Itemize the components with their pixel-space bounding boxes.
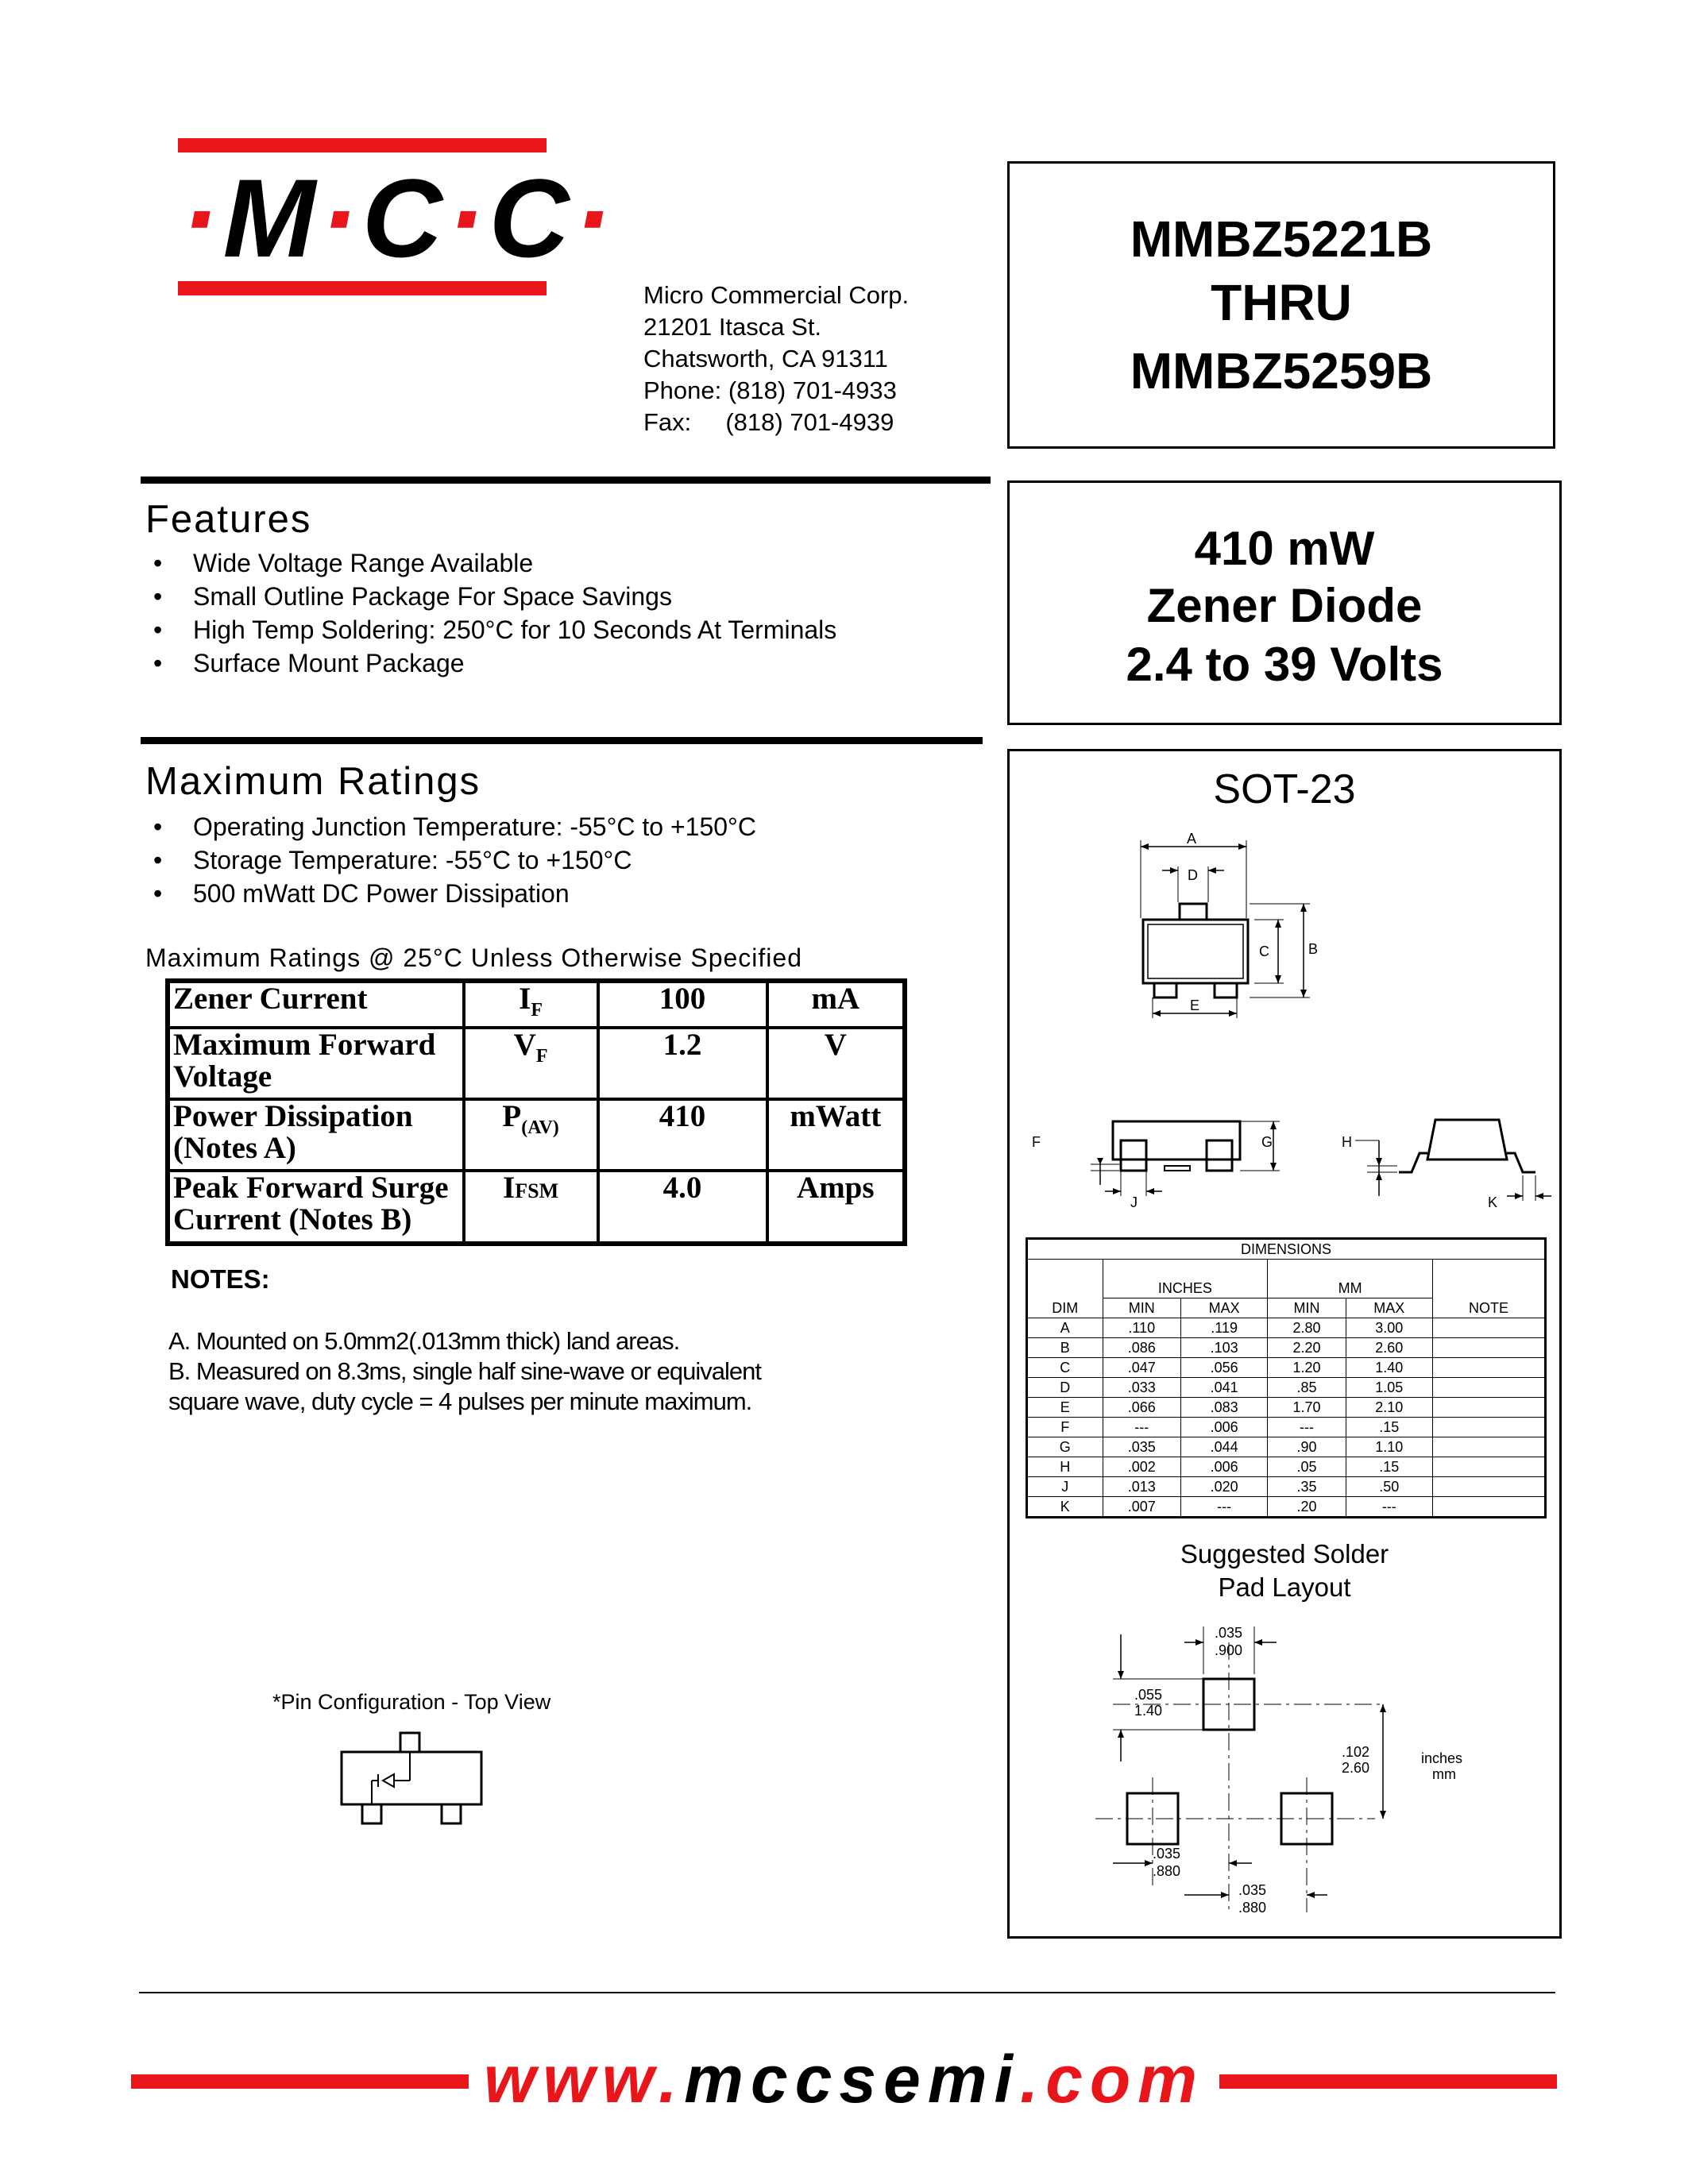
note-b-line1: B. Measured on 8.3ms, single half sine-wave or equivalent [168, 1357, 761, 1385]
table-row [168, 1099, 905, 1171]
param-cell: Power Dissipation (Notes A) [168, 1099, 464, 1171]
max-ratings-list [145, 810, 756, 910]
unit-cell: mWatt [767, 1099, 905, 1171]
note-b-line2: square wave, duty cycle = 4 pulses per minute maximum. [168, 1387, 752, 1415]
features-divider [141, 477, 991, 484]
svg-text:.035: .035 [1153, 1846, 1181, 1862]
unit-cell: mA [767, 981, 905, 1028]
voltage-range: 2.4 to 39 Volts [1126, 638, 1443, 691]
table-row: B .086 .103 2.20 2.60 [1027, 1338, 1546, 1358]
list-item: • Small Outline Package For Space Savings [145, 580, 836, 613]
svg-text:.055: .055 [1134, 1687, 1163, 1703]
svg-text:2.60: 2.60 [1342, 1760, 1370, 1776]
param-cell: Maximum Forward Voltage [168, 1028, 464, 1099]
website-url[interactable]: www.mccsemi.com [484, 2042, 1204, 2116]
value-cell: 1.2 [598, 1028, 767, 1099]
list-item: • Surface Mount Package [145, 646, 836, 680]
device-type: Zener Diode [1146, 579, 1423, 632]
company-address: Micro Commercial Corp. 21201 Itasca St. Chatsworth, CA 91311 Phone: (818) 701-4933 Fax: (818) 701-4939 [643, 281, 910, 436]
table-row: C .047 .056 1.20 1.40 [1027, 1358, 1546, 1378]
dimensions-table [1026, 1237, 1547, 1518]
table-row: F --- .006 --- .15 [1027, 1418, 1546, 1437]
logo-bottom-bar [178, 281, 547, 295]
ratings-divider [141, 737, 983, 744]
dim-label-b: B [1308, 941, 1319, 957]
svg-text:.880: .880 [1153, 1863, 1181, 1879]
ratings-table [165, 978, 907, 1246]
features-list [145, 546, 836, 680]
ratings-caption: Maximum Ratings @ 25°C Unless Otherwise Specified [145, 943, 802, 972]
part-number-box [1007, 161, 1555, 449]
dims-heading: DIMENSIONS [1027, 1239, 1546, 1260]
table-row [168, 1171, 905, 1244]
dims-col-max: MAX [1346, 1298, 1432, 1318]
svg-text:.880: .880 [1238, 1900, 1267, 1916]
table-row: A .110 .119 2.80 3.00 [1027, 1318, 1546, 1338]
dim-label-j: J [1130, 1194, 1138, 1210]
dim-label-f: F [1032, 1134, 1041, 1150]
table-row: G .035 .044 .90 1.10 [1027, 1437, 1546, 1457]
list-item: • Wide Voltage Range Available [145, 546, 836, 580]
table-row: E .066 .083 1.70 2.10 [1027, 1398, 1546, 1418]
pin-config-diagram [334, 1723, 492, 1835]
symbol-cell: $P_{(AV)}$ [464, 1099, 598, 1171]
company-logo: ·M·C·C· [181, 156, 616, 280]
dims-col-min: MIN [1268, 1298, 1346, 1318]
solder-pad-layout [1089, 1611, 1502, 1928]
dims-group-mm: MM [1268, 1260, 1433, 1298]
unit-cell: V [767, 1028, 905, 1099]
table-row [1027, 1239, 1546, 1260]
list-item: • Storage Temperature: -55°C to +150°C [145, 843, 756, 877]
package-side-views [1018, 1109, 1558, 1212]
svg-text:1.40: 1.40 [1134, 1703, 1163, 1719]
value-cell: 100 [598, 981, 767, 1028]
svg-text:.035: .035 [1238, 1882, 1267, 1898]
table-row [1027, 1260, 1546, 1298]
param-cell: Peak Forward Surge Current (Notes B) [168, 1171, 464, 1244]
dims-col-dim: DIM [1027, 1260, 1103, 1318]
list-item: • Operating Junction Temperature: -55°C to +150°C [145, 810, 756, 843]
value-cell: 410 [598, 1099, 767, 1171]
svg-text:inches: inches [1421, 1750, 1463, 1766]
table-row: D .033 .041 .85 1.05 [1027, 1378, 1546, 1398]
dim-label-k: K [1488, 1194, 1498, 1210]
list-item: • High Temp Soldering: 250°C for 10 Seconds At Terminals [145, 613, 836, 646]
symbol-cell: $V_F$ [464, 1028, 598, 1099]
package-title: SOT-23 [1213, 766, 1356, 812]
part-number-thru: THRU [1211, 274, 1352, 331]
dim-label-c: C [1259, 943, 1269, 959]
value-cell: 4.0 [598, 1171, 767, 1244]
svg-text:.035: .035 [1215, 1625, 1243, 1641]
part-number-end: MMBZ5259B [1130, 342, 1433, 399]
notes-body [168, 1326, 761, 1417]
max-ratings-heading: Maximum Ratings [145, 760, 481, 803]
solder-layout-title: Suggested Solder Pad Layout [1180, 1539, 1389, 1602]
dims-group-inches: INCHES [1103, 1260, 1268, 1298]
param-cell: Zener Current [168, 981, 464, 1028]
symbol-cell: IFSM [464, 1171, 598, 1244]
pin-config-caption: *Pin Configuration - Top View [272, 1690, 551, 1714]
svg-text:.900: .900 [1215, 1642, 1243, 1658]
table-row [168, 1028, 905, 1099]
table-row: K .007 --- .20 --- [1027, 1497, 1546, 1518]
table-row: H .002 .006 .05 .15 [1027, 1457, 1546, 1477]
footer-divider [139, 1992, 1555, 1993]
part-number-start: MMBZ5221B [1130, 210, 1433, 268]
notes-heading: NOTES: [171, 1264, 270, 1294]
svg-text:mm: mm [1432, 1766, 1456, 1782]
dims-col-max: MAX [1180, 1298, 1267, 1318]
table-row [168, 981, 905, 1028]
features-heading: Features [145, 498, 312, 541]
svg-text:.102: .102 [1342, 1744, 1370, 1760]
unit-cell: Amps [767, 1171, 905, 1244]
package-box [1007, 749, 1562, 1939]
dims-col-min: MIN [1103, 1298, 1180, 1318]
note-a: A. Mounted on 5.0mm2(.013mm thick) land areas. [168, 1327, 680, 1355]
logo-top-bar [178, 138, 547, 152]
package-top-view [1065, 831, 1327, 1021]
dim-label-g: G [1261, 1134, 1273, 1150]
description-box [1007, 480, 1562, 725]
dim-label-a: A [1187, 831, 1197, 847]
dim-label-d: D [1188, 867, 1198, 883]
power-rating: 410 mW [1194, 522, 1375, 575]
dim-label-h: H [1342, 1134, 1352, 1150]
symbol-cell: $I_F$ [464, 981, 598, 1028]
list-item: • 500 mWatt DC Power Dissipation [145, 877, 756, 910]
dims-col-note: NOTE [1432, 1260, 1545, 1318]
table-row: J .013 .020 .35 .50 [1027, 1477, 1546, 1497]
dim-label-e: E [1190, 997, 1200, 1013]
